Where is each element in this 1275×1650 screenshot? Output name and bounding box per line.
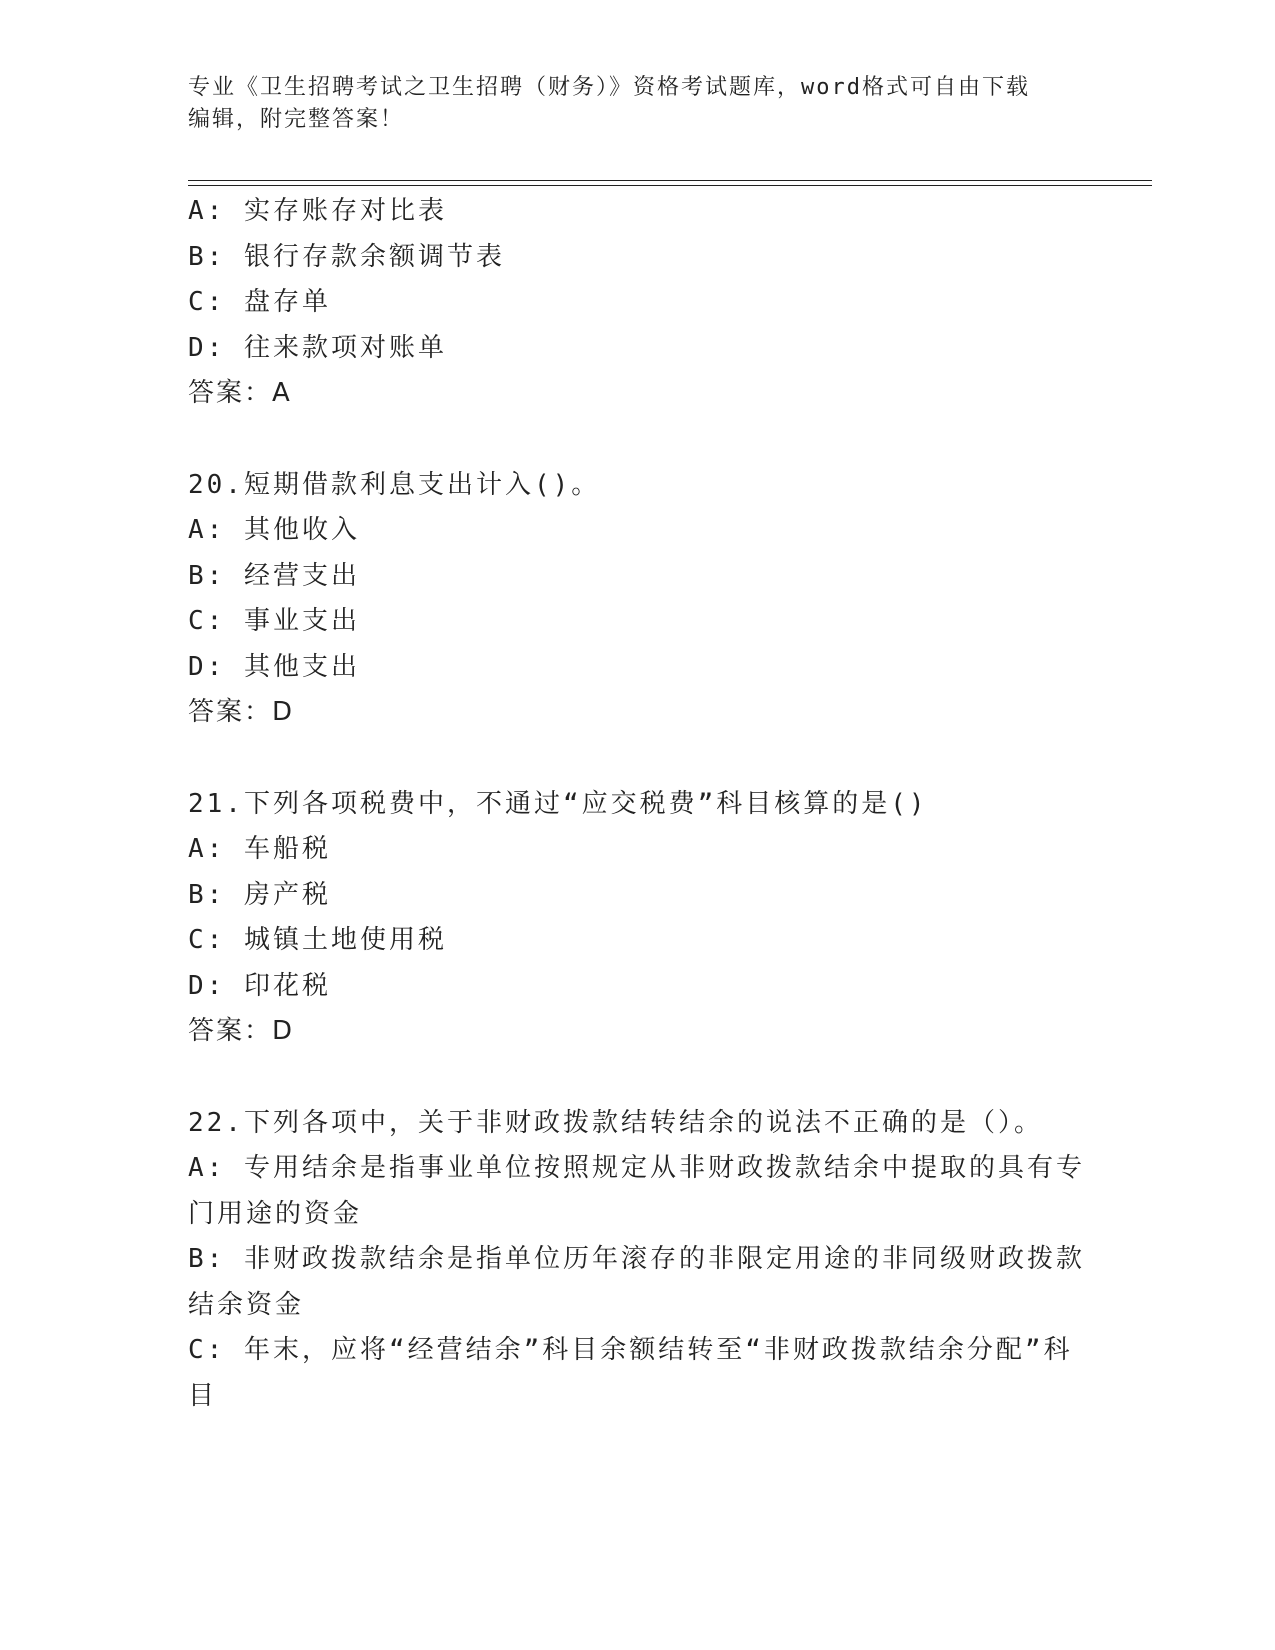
option-a: A: 其他收入 — [188, 515, 360, 545]
question-21 — [188, 782, 1088, 1055]
option-b: B: 非财政拨款结余是指单位历年滚存的非限定用途的非同级财政拨款结余资金 — [188, 1244, 1085, 1320]
option-d: D: 往来款项对账单 — [188, 332, 447, 363]
question-20 — [188, 463, 1088, 736]
document-header — [188, 72, 1088, 136]
option-d: D: 印花税 — [188, 970, 331, 1001]
option-c: C: 年末，应将“经营结余”科目余额结转至“非财政拨款结余分配”科目 — [188, 1335, 1073, 1411]
header-divider-top — [188, 180, 1152, 181]
question-19 — [188, 189, 1088, 417]
question-stem: 21.下列各项税费中，不通过“应交税费”科目核算的是() — [188, 788, 928, 819]
spacer — [188, 1055, 1088, 1101]
spacer — [188, 736, 1088, 782]
question-stem: 22.下列各项中，关于非财政拨款结转结余的说法不正确的是（）。 — [188, 1107, 1043, 1138]
header-line-1: 专业《卫生招聘考试之卫生招聘（财务）》资格考试题库，word格式可自由下载 — [188, 75, 1030, 100]
option-d: D: 其他支出 — [188, 651, 360, 682]
option-c: C: 事业支出 — [188, 606, 360, 636]
spacer — [188, 417, 1088, 463]
option-a: A: 车船税 — [188, 834, 331, 864]
answer-label: 答案：D — [188, 1016, 295, 1046]
answer-label: 答案：D — [188, 697, 295, 727]
answer-label: 答案：A — [188, 378, 292, 408]
header-line-2: 编辑，附完整答案！ — [188, 107, 405, 132]
option-b: B: 房产税 — [188, 879, 331, 910]
option-b: B: 经营支出 — [188, 560, 360, 591]
option-b: B: 银行存款余额调节表 — [188, 241, 505, 272]
option-a: A: 专用结余是指事业单位按照规定从非财政拨款结余中提取的具有专门用途的资金 — [188, 1153, 1085, 1229]
question-22 — [188, 1101, 1088, 1420]
option-c: C: 盘存单 — [188, 287, 331, 317]
question-stem: 20.短期借款利息支出计入()。 — [188, 469, 601, 500]
question-list — [188, 189, 1088, 1419]
header-divider-bottom — [188, 185, 1152, 186]
option-c: C: 城镇土地使用税 — [188, 925, 447, 955]
option-a: A: 实存账存对比表 — [188, 196, 447, 226]
